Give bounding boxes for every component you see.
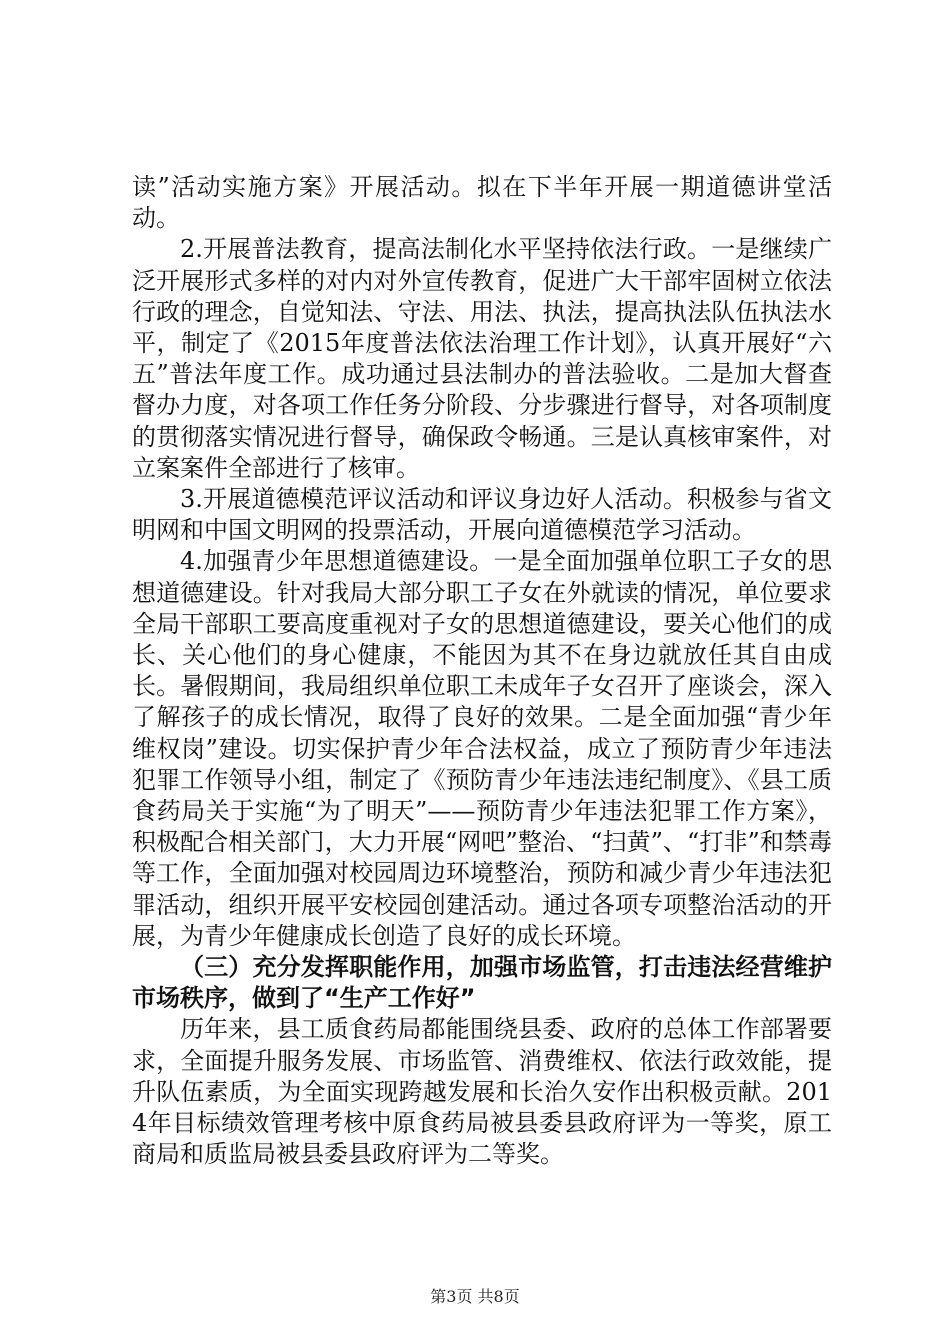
paragraph-youth-moral: 4.加强青少年思想道德建设。一是全面加强单位职工子女的思想道德建设。针对我局大部分职工子女在外就读的情况，单位要求全局干部职工要高度重视对子女的思想道德建设，要关心他们的成长、关心他们的身心健康，不能因为其不在身边就放任其自由成长。暑假期间，我局组织单位职工未成年子女召开了座谈会，深入了解孩子的成长情况，取得了良好的效果。二是全面加强“青少年维权岗”建设。切实保护青少年合法权益，成立了预防青少年违法犯罪工作领导小组，制定了《预防青少年违法违纪制度》、《县工质食药局关于实施“为了明天”——预防青少年违法犯罪工作方案》，积极配合相关部门，大力开展“网吧”整治、“扫黄”、“打非”和禁毒等工作，全面加强对校园周边环境整治，预防和减少青少年违法犯罪活动，组织开展平安校园创建活动。通过各项专项整治活动的开展，为青少年健康成长创造了良好的成长环境。 bbox=[132, 547, 832, 950]
section-heading: （三）充分发挥职能作用，加强市场监管，打击违法经营维护市场秩序，做到了“生产工作好” bbox=[132, 953, 832, 1013]
paragraph-moral-model: 3.开展道德模范评议活动和评议身边好人活动。积极参与省文明网和中国文明网的投票活动，开展向道德模范学习活动。 bbox=[132, 485, 832, 545]
paragraph-legal-education: 2.开展普法教育，提高法制化水平坚持依法行政。一是继续广泛开展形式多样的对内对外宣传教育，促进广大干部牢固树立依法行政的理念，自觉知法、守法、用法、执法，提高执法队伍执法水平，制定了《2015年度普法依法治理工作计划》，认真开展好“六五”普法年度工作。成功通过县法制办的普法验收。二是加大督查督办力度，对各项工作任务分阶段、分步骤进行督导，对各项制度的贯彻落实情况进行督导，确保政令畅通。三是认真核审案件，对立案案件全部进行了核审。 bbox=[132, 235, 832, 482]
page-number-footer: 第3页 共8页 bbox=[430, 1287, 520, 1306]
paragraph-history: 历年来，县工质食药局都能围绕县委、政府的总体工作部署要求，全面提升服务发展、市场监管、消费维权、依法行政效能，提升队伍素质，为全面实现跨越发展和长治久安作出积极贡献。2014年目标绩效管理考核中原食药局被县委县政府评为一等奖，原工商局和质监局被县委县政府评为二等奖。 bbox=[132, 1015, 832, 1169]
document-body bbox=[132, 172, 832, 1171]
paragraph-continuation: 读”活动实施方案》开展活动。拟在下半年开展一期道德讲堂活动。 bbox=[132, 173, 832, 233]
